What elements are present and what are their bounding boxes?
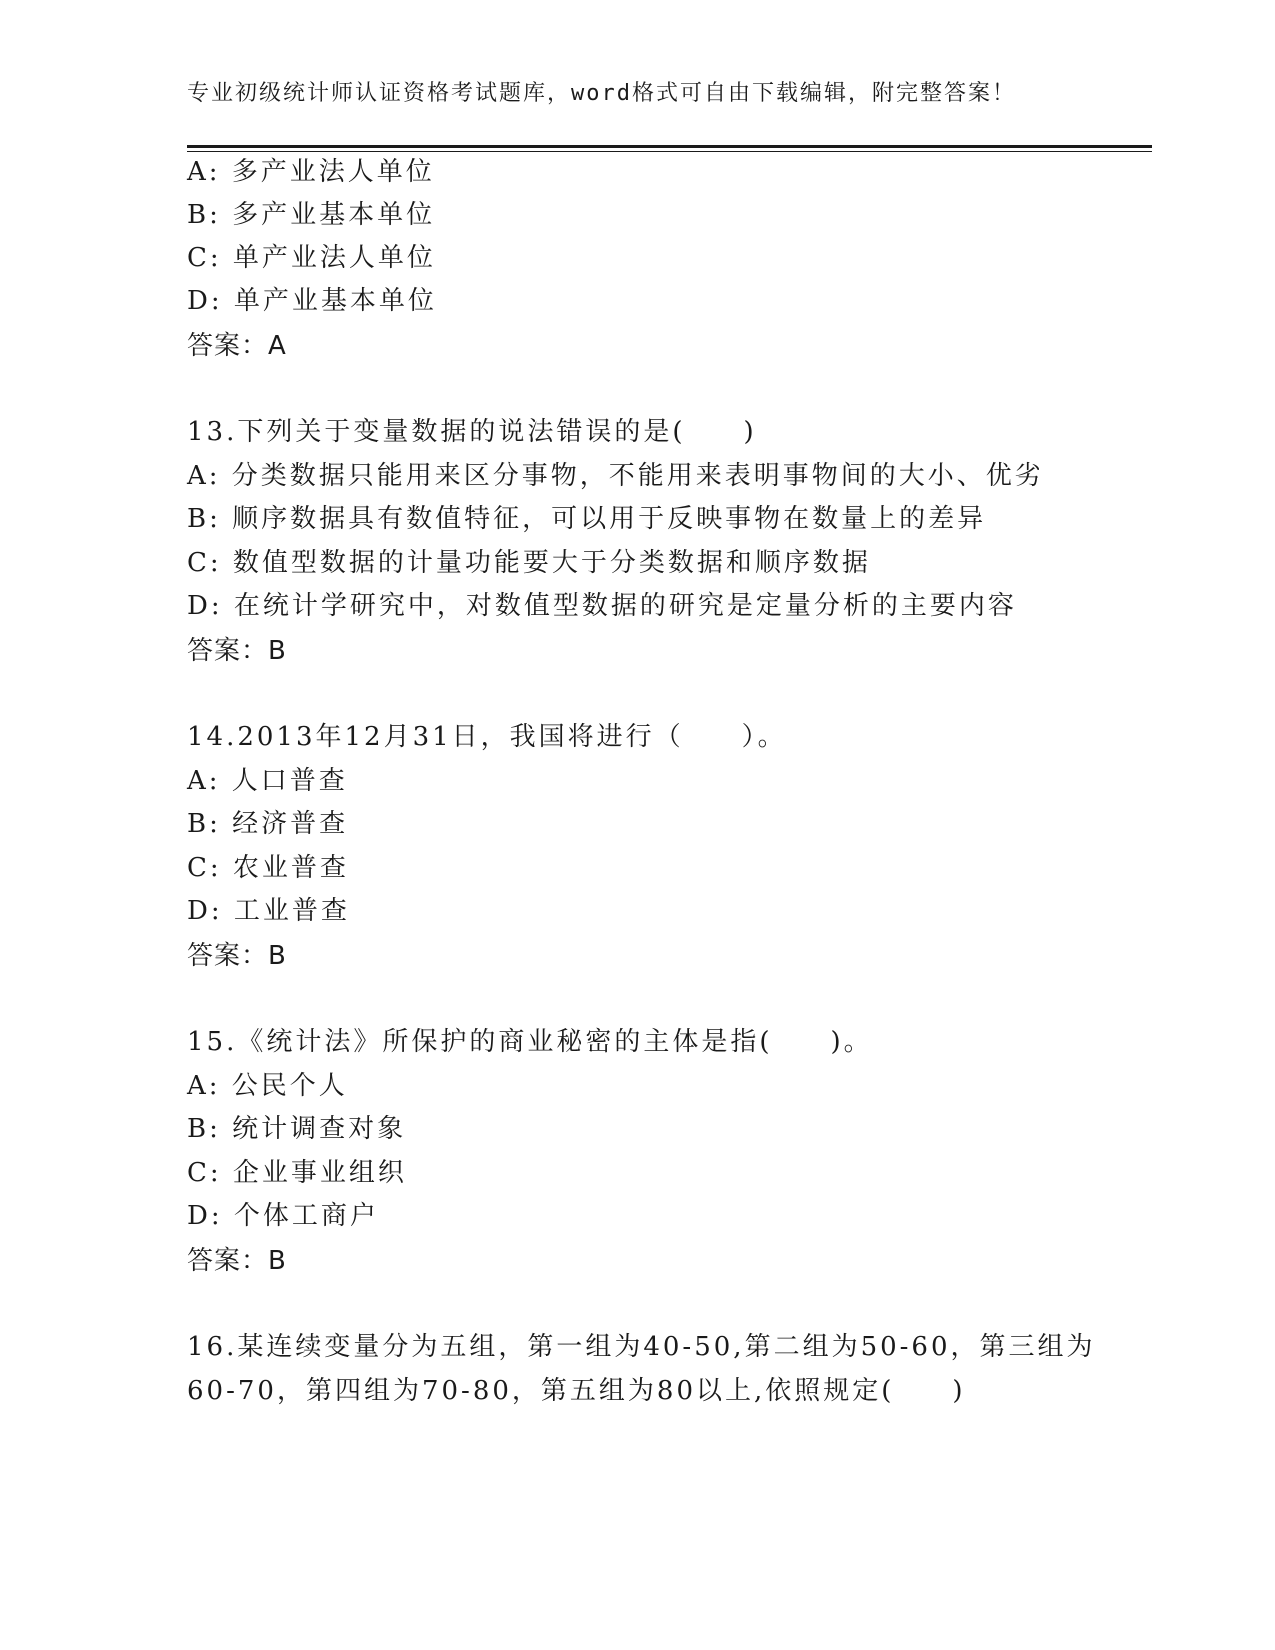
option-a: A: 分类数据只能用来区分事物，不能用来表明事物间的大小、优劣 xyxy=(187,461,1044,491)
page-header: 专业初级统计师认证资格考试题库，word格式可自由下载编辑，附完整答案！ xyxy=(187,81,1016,106)
question-stem-continued: 60-70，第四组为70-80，第五组为80以上,依照规定( ) xyxy=(187,1376,966,1406)
question-stem: 15.《统计法》所保护的商业秘密的主体是指( )。 xyxy=(187,1027,873,1057)
question-stem: 16.某连续变量分为五组，第一组为40-50,第二组为50-60，第三组为 xyxy=(187,1332,1096,1362)
option-a: A: 多产业法人单位 xyxy=(187,157,435,187)
option-d: D: 工业普查 xyxy=(187,896,350,926)
header-rule-thick xyxy=(187,145,1152,148)
option-b: B: 统计调查对象 xyxy=(187,1114,407,1144)
option-d: D: 单产业基本单位 xyxy=(187,286,437,316)
option-a: A: 人口普查 xyxy=(187,766,348,796)
header-rule-thin xyxy=(187,151,1152,152)
option-b: B: 顺序数据具有数值特征，可以用于反映事物在数量上的差异 xyxy=(187,504,987,534)
question-stem: 14.2013年12月31日，我国将进行（ ）。 xyxy=(187,722,787,752)
question-stem: 13.下列关于变量数据的说法错误的是( ) xyxy=(187,417,757,447)
answer-line: 答案：B xyxy=(187,941,287,971)
option-c: C: 单产业法人单位 xyxy=(187,243,436,273)
option-c: C: 数值型数据的计量功能要大于分类数据和顺序数据 xyxy=(187,548,871,578)
answer-line: 答案：A xyxy=(187,331,287,361)
answer-line: 答案：B xyxy=(187,1246,287,1276)
option-d: D: 在统计学研究中，对数值型数据的研究是定量分析的主要内容 xyxy=(187,591,1017,621)
option-b: B: 经济普查 xyxy=(187,809,349,839)
answer-line: 答案：B xyxy=(187,636,287,666)
option-d: D: 个体工商户 xyxy=(187,1201,379,1231)
option-a: A: 公民个人 xyxy=(187,1071,348,1101)
option-c: C: 企业事业组织 xyxy=(187,1158,407,1188)
option-c: C: 农业普查 xyxy=(187,853,349,883)
option-b: B: 多产业基本单位 xyxy=(187,200,436,230)
